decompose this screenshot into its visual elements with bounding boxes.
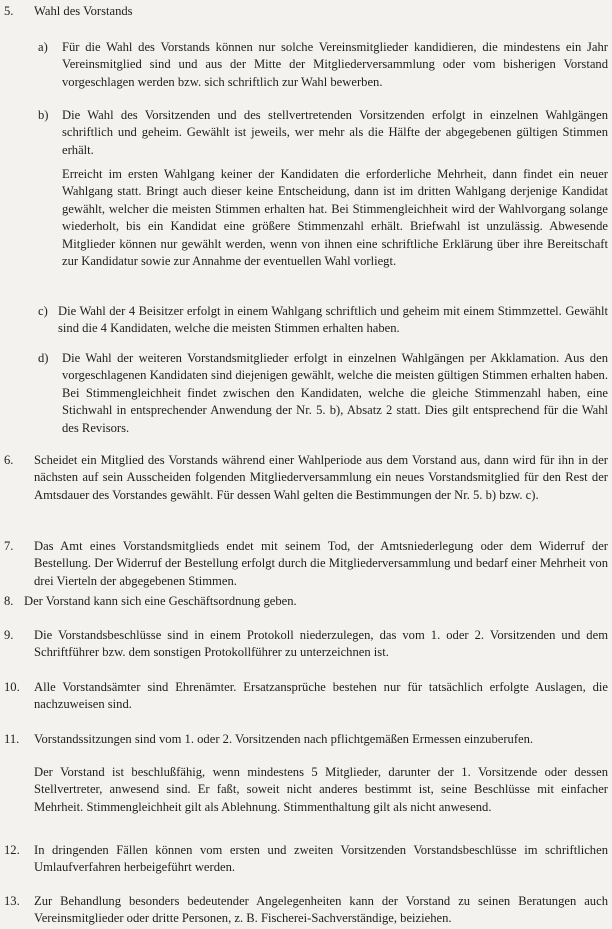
- section-number: 6.: [4, 453, 14, 467]
- section-number: 11.: [4, 732, 20, 746]
- item-label: c): [38, 304, 48, 318]
- item-label: a): [38, 40, 48, 54]
- section-text: Zur Behandlung besonders bedeutender Angelegenheiten kann der Vorstand zu seinen Beratungen auch Vereinsmitglieder oder dritte Personen, z. B. Fischerei-Sachverständige, beiziehen.: [34, 894, 608, 926]
- section-number: 8.: [4, 594, 14, 608]
- section-number: 13.: [4, 894, 20, 908]
- item-label: b): [38, 108, 49, 122]
- item-text: Für die Wahl des Vorstands können nur solche Vereinsmitglieder kandidieren, die mindestens ein Jahr Vereinsmitglied sind und aus der Mitte der Mitgliederversammlung oder vom bisherigen Vorstand vorgeschlagen werden bzw. sich schriftlich zur Wahl bewerben.: [62, 40, 608, 89]
- item-label: d): [38, 351, 49, 365]
- section-paragraph: Der Vorstand ist beschlußfähig, wenn mindestens 5 Mitglieder, darunter der 1. Vorsitzende oder dessen Stellvertreter, anwesend sind. Er faßt, soweit nicht anderes bestimmt ist, seine Beschlüsse mit einfacher Mehrheit. Stimmengleichheit gilt als Ablehnung. Stimmenthaltung gilt als nicht anwesend.: [34, 765, 608, 814]
- item-text: Die Wahl der weiteren Vorstandsmitglieder erfolgt in einzelnen Wahlgängen per Akklamation. Aus den vorgeschlagenen Kandidaten sind diejenigen gewählt, welche die meisten gültigen Stimmen erhalten haben. Bei Stimmengleichheit findet zwischen den Kandidaten, welche die gleiche Stimmenzahl haben, eine Stichwahl in entsprechender Anwendung der Nr. 5. b), Absatz 2 statt. Dies gilt entsprechend für die Wahl des Revisors.: [62, 351, 608, 435]
- section-number: 9.: [4, 628, 14, 642]
- section-number: 5.: [4, 4, 14, 18]
- section-text: Das Amt eines Vorstandsmitglieds endet mit seinem Tod, der Amtsniederlegung oder dem Widerruf der Bestellung. Der Widerruf der Bestellung erfolgt durch die Mitgliederversammlung und bedarf einer Mehrheit von drei Vierteln der abgegebenen Stimmen.: [34, 539, 608, 588]
- section-text: In dringenden Fällen können vom ersten und zweiten Vorsitzenden Vorstandsbeschlüsse im schriftlichen Umlaufverfahren herbeigeführt werden.: [34, 843, 608, 875]
- section-text: Scheidet ein Mitglied des Vorstands während einer Wahlperiode aus dem Vorstand aus, dann wird für ihn in der nächsten auf sein Ausscheiden folgenden Mitgliederversammlung ein neues Vorstandsmitglied für den Rest der Amtsdauer des Vorstandes gewählt. Für dessen Wahl gelten die Bestimmungen der Nr. 5. b) bzw. c).: [34, 453, 608, 502]
- section-number: 12.: [4, 843, 20, 857]
- section-number: 7.: [4, 539, 14, 553]
- section-text: Die Vorstandsbeschlüsse sind in einem Protokoll niederzulegen, das vom 1. oder 2. Vorsitzenden und dem Schriftführer bzw. dem sonstigen Protokollführer zu unterzeichnen ist.: [34, 628, 608, 660]
- section-text: Alle Vorstandsämter sind Ehrenämter. Ersatzansprüche bestehen nur für tatsächlich erfolgte Auslagen, die nachzuweisen sind.: [34, 680, 608, 712]
- item-paragraph: Erreicht im ersten Wahlgang keiner der Kandidaten die erforderliche Mehrheit, dann findet ein neuer Wahlgang statt. Bringt auch dieser keine Entscheidung, dann ist im dritten Wahlgang derjenige Kandidat gewählt, welcher die meisten Stimmen erhalten hat. Bei Stimmengleichheit wird der Wahlvorgang solange wiederholt, bis ein Kandidat eine größere Stimmenzahl erhält. Briefwahl ist unzulässig. Abwesende Mitglieder können nur gewählt werden, wenn von ihnen eine schriftliche Erklärung über ihre Bereitschaft zur Kandidatur sowie zur Annahme der eventuellen Wahl vorliegt.: [62, 167, 608, 269]
- item-text: Die Wahl der 4 Beisitzer erfolgt in einem Wahlgang schriftlich und geheim mit einem Stimmzettel. Gewählt sind die 4 Kandidaten, welche die meisten Stimmen erhalten haben.: [58, 304, 608, 336]
- section-text: Der Vorstand kann sich eine Geschäftsordnung geben.: [24, 594, 297, 608]
- item-text: Die Wahl des Vorsitzenden und des stellvertretenden Vorsitzenden erfolgt in einzelnen Wahlgängen schriftlich und geheim. Gewählt ist jeweils, wer mehr als die Hälfte der abgegebenen gültigen Stimmen erhält.: [62, 108, 608, 157]
- section-number: 10.: [4, 680, 20, 694]
- section-text: Vorstandssitzungen sind vom 1. oder 2. Vorsitzenden nach pflichtgemäßen Ermessen einzuberufen.: [34, 732, 534, 746]
- section-title: Wahl des Vorstands: [34, 4, 133, 18]
